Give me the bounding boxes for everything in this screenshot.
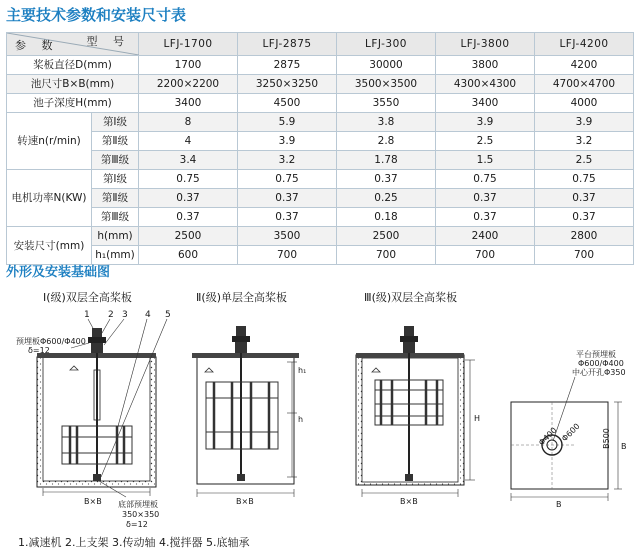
plan-b-right-label: B: [621, 442, 627, 451]
embed-top-label: 预埋板Φ600/Φ400: [16, 337, 86, 346]
sub-label: 第Ⅰ级: [92, 170, 139, 189]
table-cell: 30000: [337, 56, 436, 75]
sub-label: 第Ⅲ级: [92, 208, 139, 227]
table-cell: 0.37: [535, 208, 634, 227]
sub-label: 第Ⅰ级: [92, 113, 139, 132]
row-label: 桨板直径D(mm): [7, 56, 139, 75]
group-label: 电机功率N(KW): [7, 170, 92, 227]
table-cell: 3.9: [238, 132, 337, 151]
table-cell: 0.37: [139, 208, 238, 227]
table-cell: 2500: [337, 227, 436, 246]
fig3-bxb-label: B×B: [400, 497, 418, 506]
table-cell: 3400: [139, 94, 238, 113]
table-cell: 3800: [436, 56, 535, 75]
table-cell: 4500: [238, 94, 337, 113]
table-cell: 0.37: [238, 189, 337, 208]
table-cell: 2.5: [436, 132, 535, 151]
header-model-label: 型 号: [86, 35, 130, 48]
model-header: LFJ-4200: [535, 33, 634, 56]
plan-b500-label: B500: [601, 428, 611, 449]
table-cell: 700: [337, 246, 436, 265]
table-cell: 0.75: [535, 170, 634, 189]
part-number-label: 5: [165, 310, 171, 320]
table-cell: 4200: [535, 56, 634, 75]
table-cell: 4300×4300: [436, 75, 535, 94]
group-label: 安装尺寸(mm): [7, 227, 92, 265]
table-cell: 0.37: [337, 170, 436, 189]
table-cell: 1.78: [337, 151, 436, 170]
embed-bottom-label: 底部预埋板: [118, 500, 158, 509]
table-cell: 0.37: [436, 208, 535, 227]
table-cell: 2.8: [337, 132, 436, 151]
part-number-label: 2: [108, 310, 114, 320]
sub-label: 第Ⅱ级: [92, 189, 139, 208]
plan-phi400-label: Φ400: [536, 425, 559, 448]
table-cell: 4000: [535, 94, 634, 113]
table-cell: 1.5: [436, 151, 535, 170]
table-cell: 0.25: [337, 189, 436, 208]
page-title: 主要技术参数和安装尺寸表: [6, 6, 187, 24]
table-cell: 0.37: [436, 189, 535, 208]
table-cell: 0.37: [238, 208, 337, 227]
parts-legend: 1.减速机 2.上支架 3.传动轴 4.搅拌器 5.底轴承: [18, 536, 250, 549]
table-cell: 5.9: [238, 113, 337, 132]
table-cell: 3250×3250: [238, 75, 337, 94]
sub-label: 第Ⅲ级: [92, 151, 139, 170]
table-cell: 2875: [238, 56, 337, 75]
sub-label: 第Ⅱ级: [92, 132, 139, 151]
model-header: LFJ-1700: [139, 33, 238, 56]
table-cell: 2400: [436, 227, 535, 246]
model-header: LFJ-3800: [436, 33, 535, 56]
plan-b-bottom-label: B: [556, 500, 562, 509]
table-cell: 700: [535, 246, 634, 265]
embed-top-thickness: δ=12: [28, 346, 50, 355]
table-cell: 600: [139, 246, 238, 265]
part-number-label: 3: [122, 310, 128, 320]
table-cell: 4: [139, 132, 238, 151]
table-cell: 4700×4700: [535, 75, 634, 94]
fig2-bxb-label: B×B: [236, 497, 254, 506]
table-cell: 3500×3500: [337, 75, 436, 94]
table-cell: 700: [436, 246, 535, 265]
table-cell: 2500: [139, 227, 238, 246]
plan-phi600-label: Φ600: [559, 421, 582, 444]
table-cell: 0.18: [337, 208, 436, 227]
table-cell: 0.75: [436, 170, 535, 189]
fig1-title: Ⅰ(级)双层全高桨板: [43, 291, 132, 304]
table-cell: 3500: [238, 227, 337, 246]
fig3-title: Ⅲ(级)双层全高桨板: [364, 291, 458, 304]
row-label: 池尺寸B×B(mm): [7, 75, 139, 94]
table-cell: 1700: [139, 56, 238, 75]
table-cell: 2800: [535, 227, 634, 246]
sub-label: h₁(mm): [92, 246, 139, 265]
part-number-label: 1: [84, 310, 90, 320]
fig2-drawing: [192, 326, 299, 497]
model-header: LFJ-300: [337, 33, 436, 56]
table-cell: 3400: [436, 94, 535, 113]
fig2-h1-label: h₁: [298, 366, 307, 375]
plan-center-hole-label: 中心开孔Φ350: [572, 368, 626, 377]
table-cell: 0.75: [238, 170, 337, 189]
table-cell: 700: [238, 246, 337, 265]
plan-embed-label: 平台预埋板: [576, 350, 616, 359]
table-cell: 0.75: [139, 170, 238, 189]
fig3-drawing: [356, 326, 475, 497]
row-label: 池子深度H(mm): [7, 94, 139, 113]
table-cell: 3.9: [535, 113, 634, 132]
table-cell: 2.5: [535, 151, 634, 170]
table-cell: 3.2: [238, 151, 337, 170]
embed-bottom-size: 350×350: [122, 510, 160, 519]
embed-bottom-thickness: δ=12: [126, 520, 148, 529]
fig1-bxb-label: B×B: [84, 497, 102, 506]
table-cell: 3.8: [337, 113, 436, 132]
model-header: LFJ-2875: [238, 33, 337, 56]
plan-embed-dims: Φ600/Φ400: [578, 359, 624, 368]
part-number-label: 4: [145, 310, 151, 320]
sub-label: h(mm): [92, 227, 139, 246]
table-cell: 3550: [337, 94, 436, 113]
table-cell: 3.2: [535, 132, 634, 151]
header-param-label: 参 数: [15, 39, 59, 52]
table-cell: 0.37: [535, 189, 634, 208]
table-cell: 2200×2200: [139, 75, 238, 94]
table-cell: 3.4: [139, 151, 238, 170]
drawings-title: 外形及安装基础图: [6, 265, 111, 280]
table-cell: 0.37: [139, 189, 238, 208]
fig2-title: Ⅱ(级)单层全高桨板: [196, 291, 287, 304]
fig3-H-label: H: [474, 414, 481, 423]
group-label: 转速n(r/min): [7, 113, 92, 170]
table-cell: 8: [139, 113, 238, 132]
table-cell: 3.9: [436, 113, 535, 132]
fig2-h-label: h: [298, 415, 304, 424]
